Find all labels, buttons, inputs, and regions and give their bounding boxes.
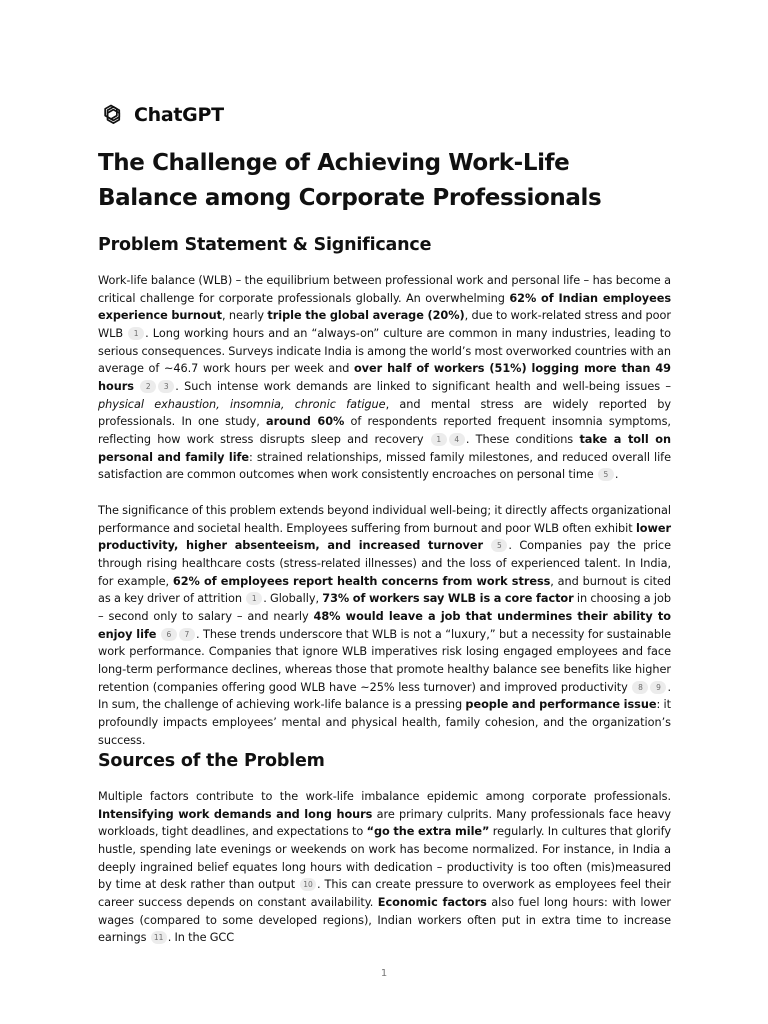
bold-run: Economic factors	[377, 895, 487, 909]
bold-run: lower productivity, higher absenteeism, and increased turnover	[98, 521, 671, 553]
bold-run: 48% would leave a job that undermines their ability to enjoy life	[98, 609, 671, 641]
citation-badge[interactable]: 11	[151, 931, 167, 944]
document-title: The Challenge of Achieving Work-Life Balance among Corporate Professionals	[98, 150, 602, 211]
bold-run: people and performance issue	[465, 698, 657, 712]
text-run: . This can create pressure to overwork as employees feel their career success depends on constant availability.	[98, 878, 671, 909]
citation-badge[interactable]: 1	[128, 327, 144, 340]
text-run: Work-life balance (WLB) – the equilibrium between professional work and personal life – has become a critical challenge for corporate professionals globally. An overwhelming	[98, 274, 671, 305]
paragraph-sources	[98, 788, 671, 947]
text-run: . Companies pay the price through rising healthcare costs (stress-related illnesses) and the loss of experienced talent. In India, for example,	[98, 539, 671, 588]
page-number: 1	[380, 968, 388, 979]
bold-run: around 60%	[266, 415, 345, 429]
text-run: : strained relationships, missed family milestones, and reduced overall life satisfaction are common outcomes when work consistently encroaches on personal time	[98, 450, 671, 482]
openai-knot-logo-icon	[98, 102, 124, 128]
text-run: Multiple factors contribute to the work-life imbalance epidemic among corporate professionals.	[98, 790, 671, 803]
bold-run: 73% of workers say WLB is a core factor	[322, 592, 574, 606]
text-run: . Globally,	[263, 592, 323, 606]
text-run: , nearly	[221, 309, 268, 323]
text-run: regularly. In cultures that glorify hustle, spending late evenings or weekends on work has become normalized. For instance, in India a deeply ingrained belief equates long hours with dedication – productivity is too often (mis)measured by time at desk rather than output	[98, 825, 671, 892]
paragraph-problem-statement	[98, 272, 671, 484]
text-run: , and burnout is cited as a key driver of attrition	[98, 574, 671, 606]
text-run: , due to work-related stress and poor WLB	[98, 309, 671, 340]
citation-badge[interactable]: 5	[598, 468, 614, 481]
text-run: : it profoundly impacts employees’ mental and physical health, family cohesion, and the organization’s success.	[98, 698, 671, 747]
brand-logo	[98, 101, 224, 129]
text-run: in choosing a job – second only to salary – and nearly	[98, 592, 671, 623]
text-run: . In sum, the challenge of achieving work-life balance is a pressing	[98, 680, 671, 712]
text-run: . Long working hours and an “always-on” culture are common in many industries, leading to serious consequences. Surveys indicate India is among the world’s most overworked countries with an average of ~46.7 work hours per week and	[98, 326, 671, 376]
section-heading-problem: Problem Statement & Significance	[98, 235, 432, 255]
citation-badge[interactable]: 8	[632, 681, 648, 694]
citation-badge[interactable]: 5	[491, 539, 507, 552]
paragraph-significance	[98, 502, 671, 749]
bold-run: Intensifying work demands and long hours	[98, 807, 373, 821]
text-run: .	[614, 468, 619, 482]
bold-run: 62% of Indian employees experience burnout	[98, 291, 671, 323]
italic-run: physical exhaustion, insomnia, chronic fatigue	[98, 397, 386, 411]
citation-badge[interactable]: 4	[449, 433, 465, 446]
bold-run: over half of workers (51%) logging more than 49 hours	[98, 362, 671, 393]
citation-badge[interactable]: 9	[650, 681, 666, 694]
text-run: , and mental stress are widely reported by professionals. In one study,	[98, 397, 671, 429]
citation-badge[interactable]: 10	[300, 878, 316, 891]
bold-run: 62% of employees report health concerns from work stress	[172, 574, 551, 588]
citation-badge[interactable]: 1	[431, 433, 447, 446]
citation-badge[interactable]: 2	[140, 380, 156, 393]
bold-run: take a toll on personal and family life	[98, 432, 671, 464]
citation-badge[interactable]: 3	[158, 380, 174, 393]
text-run: of respondents reported frequent insomnia symptoms, reflecting how work stress disrupts sleep and recovery	[98, 415, 671, 446]
bold-run: “go the extra mile”	[366, 825, 490, 839]
text-run: also fuel long hours: with lower wages (compared to some developed regions), Indian workers often put in extra time to increase earnings	[98, 895, 671, 945]
citation-badge[interactable]: 6	[161, 628, 177, 641]
section-heading-sources: Sources of the Problem	[98, 751, 325, 771]
bold-run: triple the global average (20%)	[267, 309, 465, 323]
citation-badge[interactable]: 1	[246, 592, 262, 605]
text-run: are primary culprits. Many professionals face heavy workloads, tight deadlines, and expectations to	[98, 807, 671, 839]
citation-badge[interactable]: 7	[179, 628, 195, 641]
brand-name: ChatGPT	[134, 104, 224, 126]
text-run: . Such intense work demands are linked to significant health and well-being issues –	[175, 379, 671, 393]
text-run: . In the GCC	[167, 931, 235, 945]
text-run: The significance of this problem extends beyond individual well-being; it directly affects organizational performance and societal health. Employees suffering from burnout and poor WLB often exhibit	[98, 504, 671, 535]
text-run: . These conditions	[465, 432, 580, 446]
text-run: . These trends underscore that WLB is not a “luxury,” but a necessity for sustainable work performance. Companies that ignore WLB imperatives risk losing engaged employees and face long-term performance declines, whereas those that promote healthy balance see benefits like higher retention (companies offering good WLB have ~25% less turnover) and improved productivity	[98, 627, 671, 694]
